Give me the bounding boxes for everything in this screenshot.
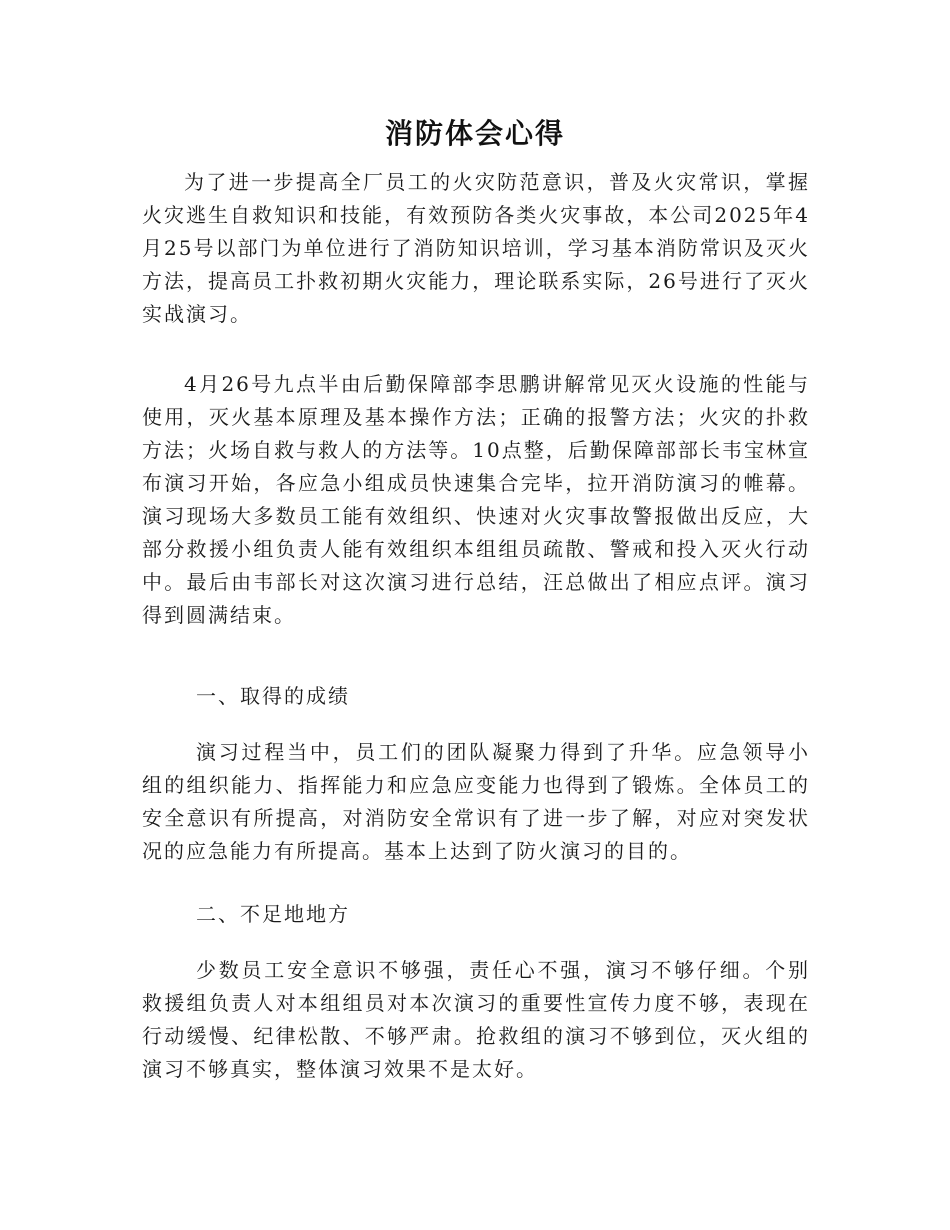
paragraph-drill-process: 4月26号九点半由后勤保障部李思鹏讲解常见灭火设施的性能与使用，灭火基本原理及基本操作方法；正确的报警方法；火灾的扑救方法；火场自救与救人的方法等。10点整，后勤保障部部长韦宝林宣布演习开始，各应急小组成员快速集合完毕，拉开消防演习的帷幕。演习现场大多数员工能有效组织、快速对火灾事故警报做出反应，大部分救援小组负责人能有效组织本组组员疏散、警戒和投入灭火行动中。最后由韦部长对这次演习进行总结，汪总做出了相应点评。演习得到圆满结束。: [142, 372, 810, 627]
section-heading-shortcomings: 二、不足地地方: [196, 902, 350, 926]
document-title: 消防体会心得: [384, 117, 565, 150]
paragraph-achievements: 演习过程当中，员工们的团队凝聚力得到了升华。应急领导小组的组织能力、指挥能力和应急应变能力也得到了锻炼。全体员工的安全意识有所提高，对消防安全常识有了进一步了解，对应对突发状况的应急能力有所提高。基本上达到了防火演习的目的。: [142, 740, 810, 863]
paragraph-intro: 为了进一步提高全厂员工的火灾防范意识，普及火灾常识，掌握火灾逃生自救知识和技能，有效预防各类火灾事故，本公司2025年4月25号以部门为单位进行了消防知识培训，学习基本消防常识及灭火方法，提高员工扑救初期火灾能力，理论联系实际，26号进行了灭火实战演习。: [142, 170, 810, 326]
paragraph-shortcomings: 少数员工安全意识不够强，责任心不强，演习不够仔细。个别救援组负责人对本组组员对本次演习的重要性宣传力度不够，表现在行动缓慢、纪律松散、不够严肃。抢救组的演习不够到位，灭火组的演习不够真实，整体演习效果不是太好。: [142, 958, 810, 1081]
section-heading-achievements: 一、取得的成绩: [196, 684, 350, 708]
